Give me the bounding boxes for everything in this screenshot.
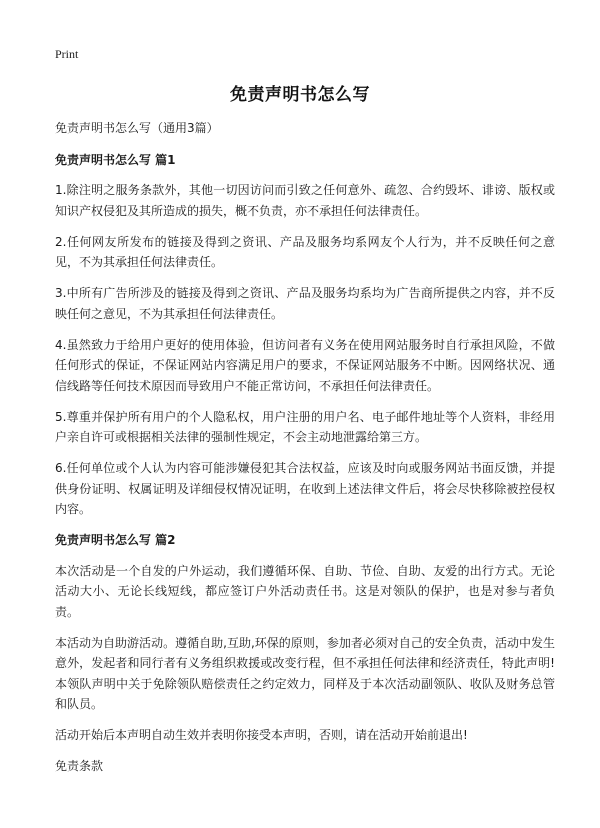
section-heading: 免责声明书怎么写 篇1 (55, 152, 176, 167)
paragraph: 6.任何单位或个人认为内容可能涉嫌侵犯其合法权益，应该及时向或服务网站书面反馈，并提供身份证明、权属证明及详细侵权情况证明，在收到上述法律文件后，将会尽快移除被控侵权内容。 (55, 461, 555, 516)
paragraph: 本次活动是一个自发的户外运动，我们遵循环保、自助、节俭、自助、友爱的出行方式。无论活动大小、无论长线短线，都应签订户外活动责任书。这是对领队的保护，也是对参与者负责。 (55, 563, 555, 619)
document-body (55, 118, 555, 777)
paragraph: 1.除注明之服务条款外，其他一切因访问而引致之任何意外、疏忽、合约毁坏、诽谤、版权或知识产权侵犯及其所造成的损失，概不负责，亦不承担任何法律责任。 (55, 183, 555, 218)
paragraph: 4.虽然致力于给用户更好的使用体验，但访问者有义务在使用网站服务时自行承担风险，不做任何形式的保证，不保证网站内容满足用户的要求，不保证网站服务不中断。因网络状况、通信线路等任何技术原因而导致用户不能正常访问，不承担任何法律责任。 (55, 337, 555, 393)
paragraph: 本活动为自助游活动。遵循自助,互助,环保的原则，参加者必须对自己的安全负责，活动中发生意外，发起者和同行者有义务组织救援或改变行程，但不承担任何法律和经济责任，特此声明!本领队声明中关于免除领队赔偿责任之约定效力，同样及于本次活动副领队、收队及财务总管和队员。 (55, 635, 555, 711)
paragraph: 2.任何网友所发布的链接及得到之资讯、产品及服务均系网友个人行为，并不反映任何之意见，不为其承担任何法律责任。 (55, 234, 555, 269)
print-label: Print (55, 47, 79, 61)
paragraph: 免责条款 (55, 759, 104, 773)
section-heading: 免责声明书怎么写 篇2 (55, 533, 176, 547)
document-subtitle: 免责声明书怎么写（通用3篇） (55, 121, 219, 135)
paragraph: 3.中所有广告所涉及的链接及得到之资讯、产品及服务均系均为广告商所提供之内容，并不反映任何之意见，不为其承担任何法律责任。 (55, 286, 555, 321)
paragraph: 活动开始后本声明自动生效并表明你接受本声明，否则，请在活动开始前退出! (55, 728, 468, 742)
paragraph: 5.尊重并保护所有用户的个人隐私权，用户注册的用户名、电子邮件地址等个人资料，非经用户亲自许可或根据相关法律的强制性规定，不会主动地泄露给第三方。 (55, 409, 555, 444)
page-title: 免责声明书怎么写 (230, 85, 370, 105)
